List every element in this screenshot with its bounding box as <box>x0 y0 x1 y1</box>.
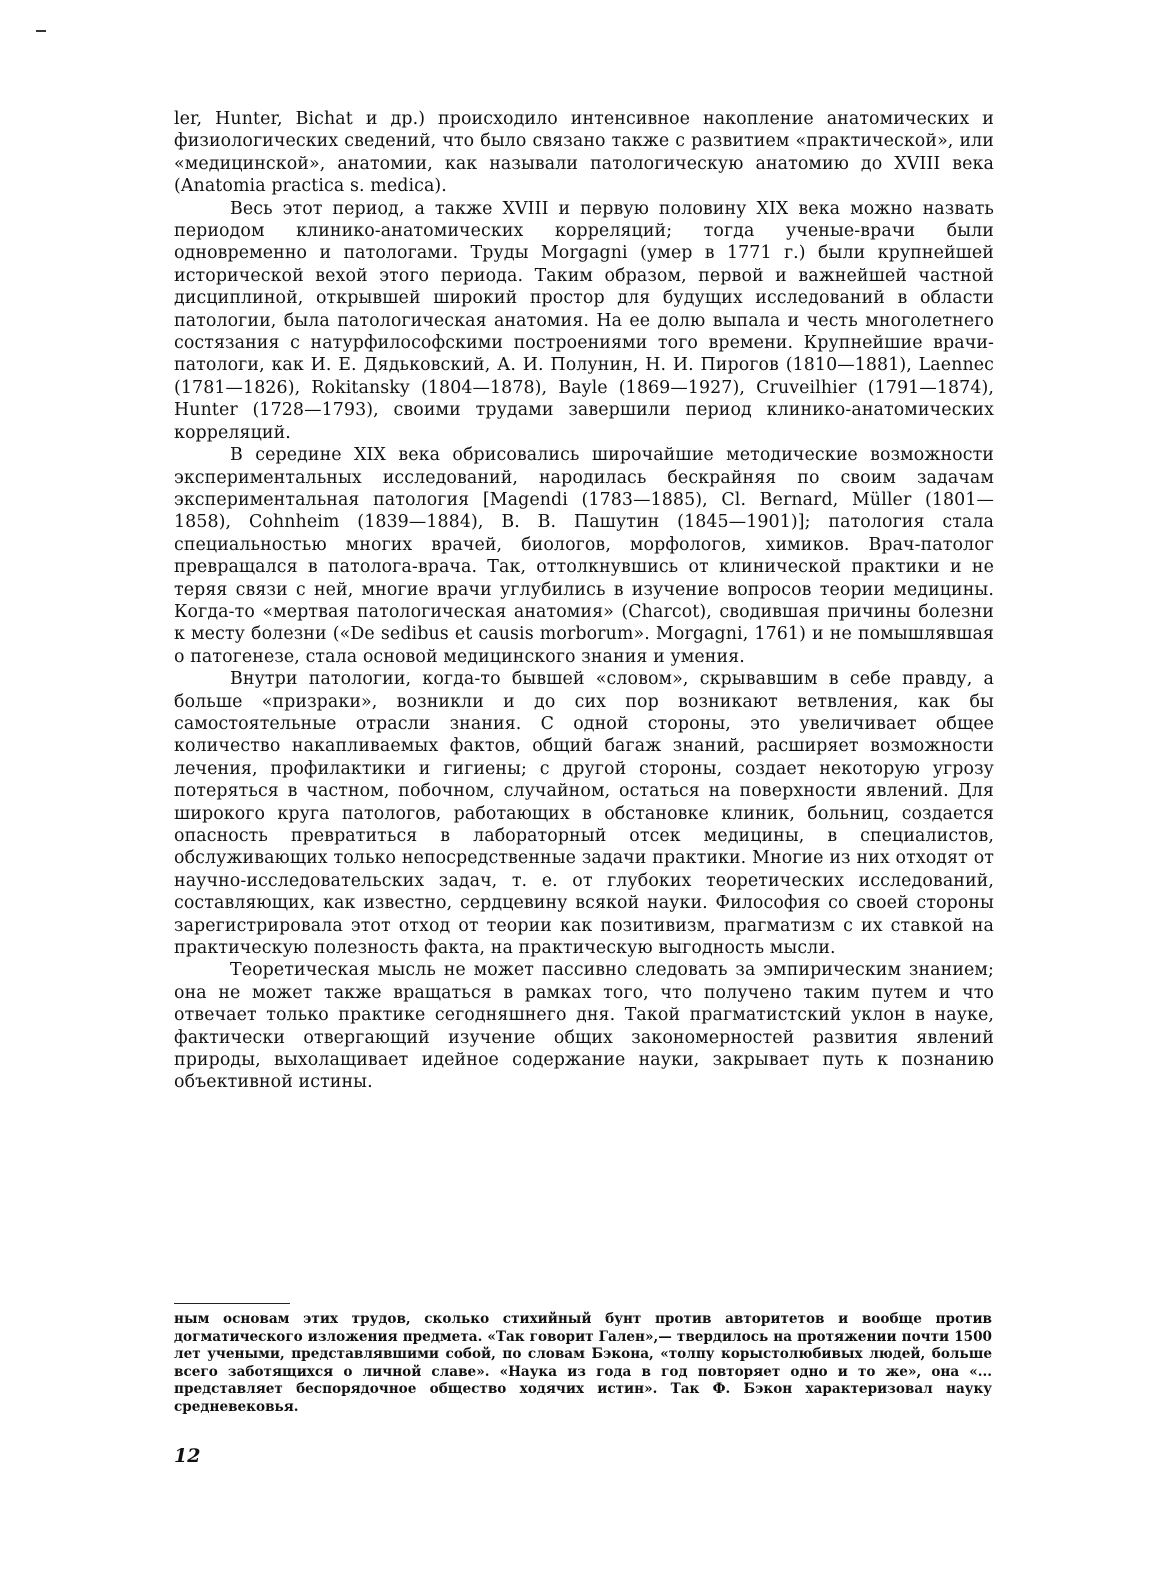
footnote-divider <box>174 1303 290 1304</box>
main-text <box>174 108 994 1094</box>
paragraph: Весь этот период, а также XVIII и первую половину XIX века можно назвать периодом клинико-анатомических корреляций; тогда ученые-врачи были одновременно и патологами. Труды Morgagni (умер в 1771 г.) были крупнейшей исторической вехой этого периода. Таким образом, первой и важнейшей частной дисциплиной, открывшей широкий простор для будущих исследований в области патологии, была патологическая анатомия. На ее долю выпала и честь многолетнего состязания с натурфилософскими построениями того времени. Крупнейшие врачи-патологи, как И. Е. Дядьковский, А. И. Полунин, Н. И. Пирогов (1810—1881), Laennec (1781—1826), Rokitansky (1804—1878), Bayle (1869—1927), Cruveilhier (1791—1874), Hunter (1728—1793), своими трудами завершили период клинико-анатомических корреляций. <box>174 198 994 443</box>
scan-corner-mark <box>36 30 46 32</box>
footnote: ным основам этих трудов, сколько стихийный бунт против авторитетов и вообще против догматического изложения предмета. «Так говорит Гален»,— твердилось на протяжении почти 1500 лет учеными, представлявшими собой, по словам Бэкона, «толпу корыстолюбивых людей, больше всего заботящихся о личной славе». «Наука из года в год повторяет одно и то же», она «... представляет беспорядочное общество ходячих истин». Так Ф. Бэкон характеризовал науку средневековья. <box>174 1311 992 1415</box>
paragraph: Теоретическая мысль не может пассивно следовать за эмпирическим знанием; она не может также вращаться в рамках того, что получено таким путем и что отвечает только практике сегодняшнего дня. Такой прагматистский уклон в науке, фактически отвергающий изучение общих закономерностей развития явлений природы, выхолащивает идейное содержание науки, закрывает путь к познанию объективной истины. <box>174 960 994 1093</box>
paragraph: Внутри патологии, когда-то бывшей «словом», скрывавшим в себе правду, а больше «призраки», возникли и до сих пор возникают ветвления, как бы самостоятельные отрасли знания. С одной стороны, это увеличивает общее количество накапливаемых фактов, общий багаж знаний, расширяет возможности лечения, профилактики и гигиены; с другой стороны, создает некоторую угрозу потеряться в частном, побочном, случайном, остаться на поверхности явлений. Для широкого круга патологов, работающих в обстановке клиник, больниц, создается опасность превратиться в лабораторный отсек медицины, в специалистов, обслуживающих только непосредственные задачи практики. Многие из них отходят от научно-исследовательских задач, т. е. от глубоких теоретических исследований, составляющих, как известно, сердцевину всякой науки. Философия со своей стороны зарегистрировала этот отход от теории как позитивизм, прагматизм с их ставкой на практическую полезность факта, на практическую выгодность мысли. <box>174 669 994 959</box>
page-number: 12 <box>174 1445 201 1467</box>
paragraph: В середине XIX века обрисовались широчайшие методические возможности экспериментальных исследований, народилась бескрайняя по своим задачам экспериментальная патология [Magendi (1783—1885), Cl. Bernard, Müller (1801—1858), Cohnheim (1839—1884), В. В. Пашутин (1845—1901)]; патология стала специальностью многих врачей, биологов, морфологов, химиков. Врач-патолог превращался в патолога-врача. Так, оттолкнувшись от клинической практики и не теряя связи с ней, многие врачи углубились в изучение вопросов теории медицины. Когда-то «мертвая патологическая анатомия» (Charcot), сводившая причины болезни к месту болезни («De sedibus et causis morborum». Morgagni, 1761) и не помышлявшая о патогенезе, стала основой медицинского знания и умения. <box>174 445 994 667</box>
paragraph-continued: ler, Hunter, Bichat и др.) происходило интенсивное накопление анатомических и физиологических сведений, что было связано также с развитием «практической», или «медицинской», анатомии, как называли патологическую анатомию до XVIII века (Anatomia practica s. medica). <box>174 109 994 197</box>
